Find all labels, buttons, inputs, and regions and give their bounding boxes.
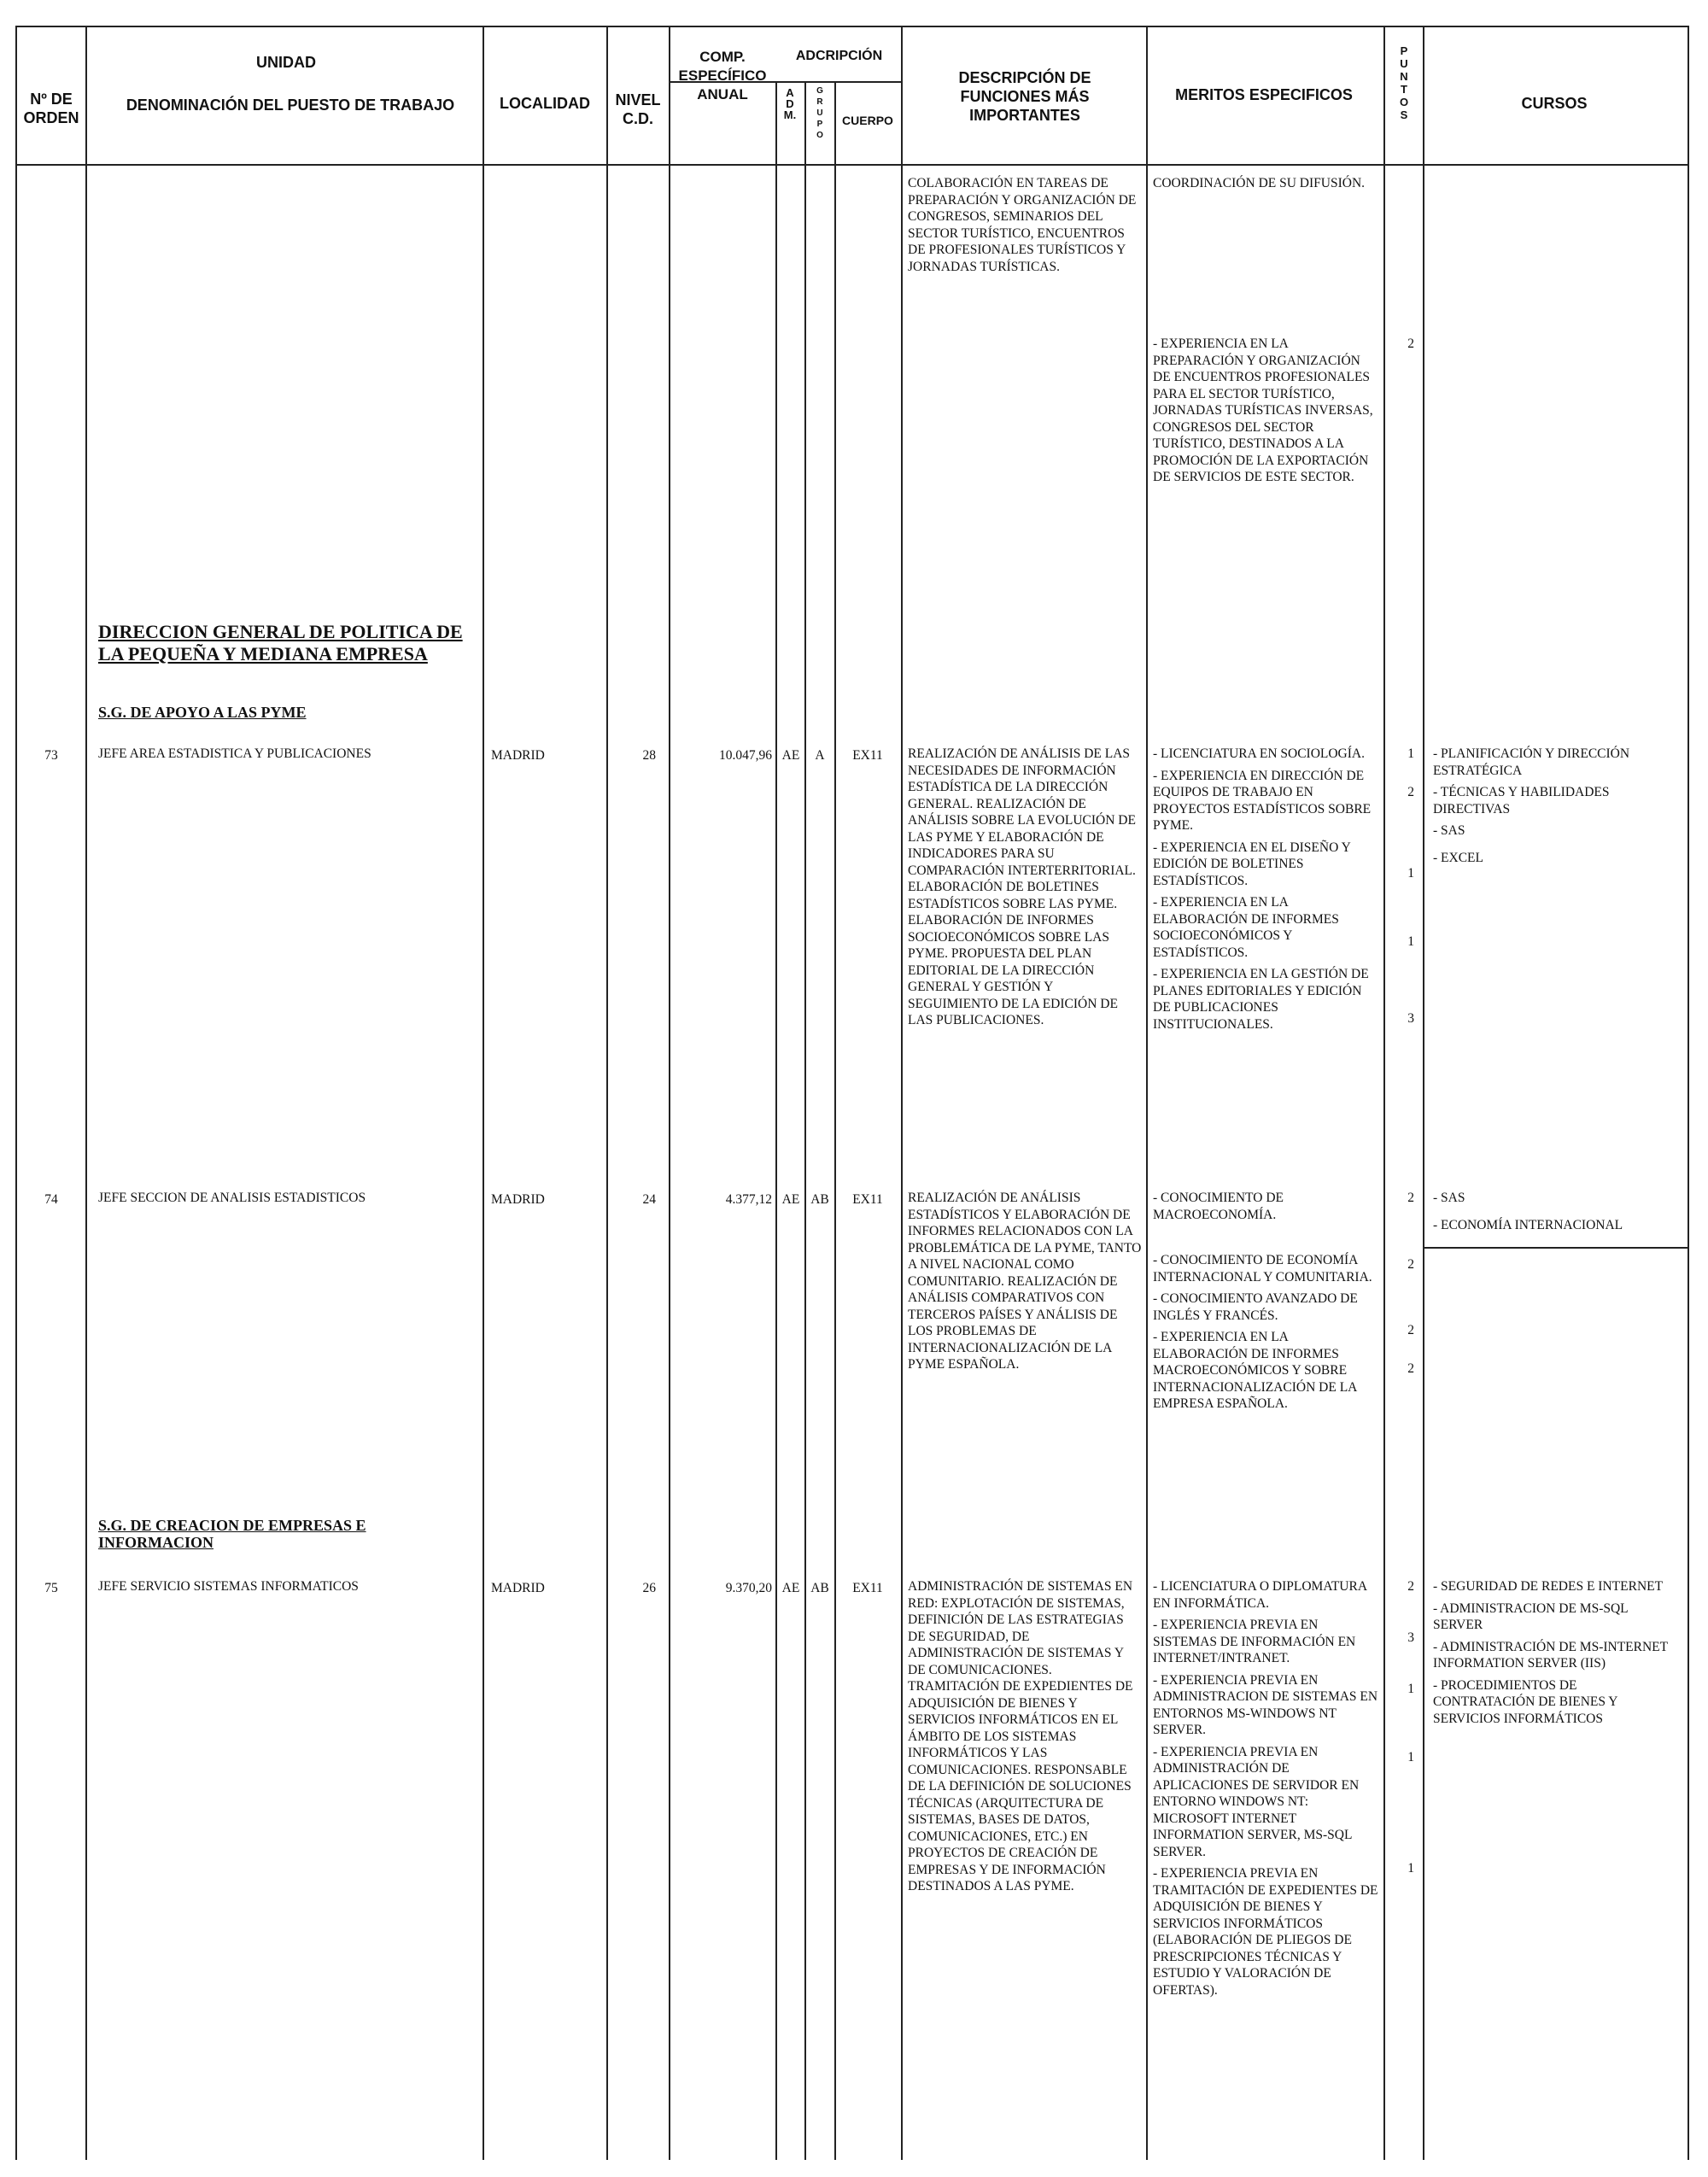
header-funciones: DESCRIPCIÓN DE FUNCIONES MÁS IMPORTANTES xyxy=(958,69,1091,124)
curso-item: - SAS xyxy=(1433,1191,1465,1205)
row-localidad: MADRID xyxy=(491,1581,545,1595)
grid-line xyxy=(15,26,17,2160)
merito-item: - EXPERIENCIA PREVIA EN SISTEMAS DE INFORMACIÓN EN INTERNET/INTRANET. xyxy=(1153,1618,1356,1665)
continuation-puntos: 2 xyxy=(1407,336,1414,351)
merito-item: - CONOCIMIENTO AVANZADO DE INGLÉS Y FRANCÉS. xyxy=(1153,1291,1358,1323)
puntos-value: 2 xyxy=(1407,1191,1414,1205)
curso-item: - TÉCNICAS Y HABILIDADES DIRECTIVAS xyxy=(1433,785,1610,816)
row-nivel: 28 xyxy=(642,748,656,763)
puntos-value: 1 xyxy=(1407,934,1414,949)
row-funciones: REALIZACIÓN DE ANÁLISIS ESTADÍSTICOS Y ELABORACIÓN DE INFORMES RELACIONADOS CON LA PROBLEMÁTICA DE LA PYME, TANTO A NIVEL NACIONAL COMO COMUNITARIO. REALIZACIÓN DE ANÁLISIS COMPARATIVOS CON TERCEROS PAÍSES Y ANÁLISIS DE LOS PROBLEMAS DE INTERNACIONALIZACIÓN DE LA PYME ESPAÑOLA. xyxy=(908,1191,1142,1372)
row-meritos xyxy=(1153,1578,1379,2004)
row-cuerpo: EX11 xyxy=(852,748,883,763)
row-comp: 4.377,12 xyxy=(725,1192,772,1207)
merito-item: - EXPERIENCIA EN LA GESTIÓN DE PLANES EDITORIALES Y EDICIÓN DE PUBLICACIONES INSTITUCIONALES. xyxy=(1153,967,1369,1032)
merito-item: - EXPERIENCIA EN LA ELABORACIÓN DE INFORMES MACROECONÓMICOS Y SOBRE INTERNACIONALIZACIÓN DE LA EMPRESA ESPAÑOLA. xyxy=(1153,1330,1357,1411)
row-comp: 9.370,20 xyxy=(725,1581,772,1595)
grid-line xyxy=(85,26,87,2160)
grid-line xyxy=(804,81,806,2160)
puntos-value: 2 xyxy=(1407,1361,1414,1376)
continuation-merito: - EXPERIENCIA EN LA PREPARACIÓN Y ORGANIZACIÓN DE ENCUENTROS PROFESIONALES PARA EL SECTOR TURÍSTICO, JORNADAS TURÍSTICAS INVERSAS, CONGRESOS DEL SECTOR TURÍSTICO, DESTINADOS A LA PROMOCIÓN DE LA EXPORTACIÓN DE SERVICIOS DE ESTE SECTOR. xyxy=(1153,336,1373,484)
header-puntos: P U N T O S xyxy=(1399,44,1409,121)
section-direccion-general: DIRECCION GENERAL DE POLITICA DE LA PEQUEÑA Y MEDIANA EMPRESA xyxy=(98,621,463,664)
row-funciones: REALIZACIÓN DE ANÁLISIS DE LAS NECESIDADES DE INFORMACIÓN ESTADÍSTICA DE LA DIRECCIÓN GENERAL. REALIZACIÓN DE ANÁLISIS SOBRE LA EVOLUCIÓN DE LAS PYME Y ELABORACIÓN DE INDICADORES PARA SU COMPARACIÓN INTERTERRITORIAL. ELABORACIÓN DE BOLETINES ESTADÍSTICOS SOBRE LAS PYME. ELABORACIÓN DE INFORMES SOCIOECONÓMICOS SOBRE LAS PYME. PROPUESTA DEL PLAN EDITORIAL DE LA DIRECCIÓN GENERAL Y GESTIÓN Y SEGUIMIENTO DE LA EDICIÓN DE LAS PUBLICACIONES. xyxy=(908,746,1136,1027)
row-adm: AE xyxy=(781,1581,800,1595)
grid-line xyxy=(775,81,777,2160)
header-localidad: LOCALIDAD xyxy=(500,95,590,112)
header-unidad: UNIDAD xyxy=(256,54,316,71)
header-cursos: CURSOS xyxy=(1521,95,1588,112)
row-puntos xyxy=(1389,1578,1414,1920)
puntos-value: 1 xyxy=(1407,1750,1414,1764)
header-adscripcion: ADCRIPCIÓN xyxy=(795,49,883,63)
row-cursos xyxy=(1433,1190,1681,1238)
merito-item: - EXPERIENCIA EN DIRECCIÓN DE EQUIPOS DE TRABAJO EN PROYECTOS ESTADÍSTICOS SOBRE PYME. xyxy=(1153,768,1372,833)
header-nivel: NIVEL C.D. xyxy=(615,91,661,127)
merito-item: - CONOCIMIENTO DE ECONOMÍA INTERNACIONAL Y COMUNITARIA. xyxy=(1153,1253,1372,1285)
section-subdireccion: S.G. DE APOYO A LAS PYME xyxy=(98,704,307,721)
merito-item: - EXPERIENCIA PREVIA EN ADMINISTRACIÓN DE APLICACIONES DE SERVIDOR EN ENTORNO WINDOWS NT: MICROSOFT INTERNET INFORMATION SERVER, MS-SQL SERVER. xyxy=(1153,1744,1360,1859)
header-grupo: G R U P O xyxy=(816,86,823,140)
grid-line xyxy=(1146,26,1148,2160)
curso-item: - SEGURIDAD DE REDES E INTERNET xyxy=(1433,1579,1664,1594)
row-orden: 73 xyxy=(44,748,58,763)
grid-line xyxy=(834,81,836,2160)
row-cursos xyxy=(1433,1578,1681,1732)
puntos-value: 2 xyxy=(1407,1257,1414,1272)
grid-line xyxy=(1423,26,1424,2160)
puntos-value: 1 xyxy=(1407,1861,1414,1876)
header-bottom-rule xyxy=(1423,164,1688,166)
row-rule xyxy=(1423,1247,1688,1249)
row-meritos xyxy=(1153,1190,1379,1418)
row-orden: 74 xyxy=(44,1192,58,1207)
section-subdireccion: S.G. DE CREACION DE EMPRESAS E INFORMACION xyxy=(98,1517,366,1551)
row-meritos xyxy=(1153,746,1379,1038)
curso-item: - PLANIFICACIÓN Y DIRECCIÓN ESTRATÉGICA xyxy=(1433,746,1630,778)
merito-item: - LICENCIATURA O DIPLOMATURA EN INFORMÁTICA. xyxy=(1153,1579,1367,1611)
grid-line xyxy=(1383,26,1385,2160)
row-puntos xyxy=(1389,1190,1414,1395)
header-cuerpo: CUERPO xyxy=(842,114,893,127)
continuation-funciones: COLABORACIÓN EN TAREAS DE PREPARACIÓN Y ORGANIZACIÓN DE CONGRESOS, SEMINARIOS DEL SECTOR TURÍSTICO, ENCUENTROS DE PROFESIONALES TURÍSTICOS Y JORNADAS TURÍSTICAS. xyxy=(908,176,1137,274)
row-adm: AE xyxy=(781,1192,800,1207)
header-top-rule xyxy=(15,26,1423,27)
row-nivel: 26 xyxy=(642,1581,656,1595)
puntos-value: 2 xyxy=(1407,785,1414,799)
row-nivel: 24 xyxy=(642,1192,656,1207)
header-adm: A D M. xyxy=(783,86,797,121)
merito-item: - EXPERIENCIA EN EL DISEÑO Y EDICIÓN DE BOLETINES ESTADÍSTICOS. xyxy=(1153,840,1351,888)
row-cuerpo: EX11 xyxy=(852,1581,883,1595)
merito-item: - CONOCIMIENTO DE MACROECONOMÍA. xyxy=(1153,1191,1284,1222)
curso-item: - ECONOMÍA INTERNACIONAL xyxy=(1433,1217,1623,1232)
merito-item: - EXPERIENCIA PREVIA EN ADMINISTRACION DE SISTEMAS EN ENTORNOS MS-WINDOWS NT SERVER. xyxy=(1153,1672,1378,1737)
row-puesto: JEFE AREA ESTADISTICA Y PUBLICACIONES xyxy=(98,746,371,761)
merito-item: - EXPERIENCIA EN LA ELABORACIÓN DE INFORMES SOCIOECONÓMICOS Y ESTADÍSTICOS. xyxy=(1153,895,1339,960)
row-orden: 75 xyxy=(44,1581,58,1595)
header-denominacion: DENOMINACIÓN DEL PUESTO DE TRABAJO xyxy=(126,97,455,114)
merito-item: - LICENCIATURA EN SOCIOLOGÍA. xyxy=(1153,746,1365,761)
grid-line xyxy=(669,26,670,2160)
puntos-value: 1 xyxy=(1407,1682,1414,1696)
puntos-value: 2 xyxy=(1407,1323,1414,1337)
row-comp: 10.047,96 xyxy=(719,748,772,763)
row-funciones: ADMINISTRACIÓN DE SISTEMAS EN RED: EXPLOTACIÓN DE SISTEMAS, DEFINICIÓN DE LAS ESTRATEGIAS DE SEGURIDAD, DE ADMINISTRACIÓN DE SISTEMAS Y DE COMUNICACIONES. TRAMITACIÓN DE EXPEDIENTES DE ADQUISICIÓN DE BIENES Y SERVICIOS INFORMÁTICOS EN EL ÁMBITO DE LOS SISTEMAS INFORMÁTICOS Y LAS COMUNICACIONES. RESPONSABLE DE LA DEFINICIÓN DE SOLUCIONES TÉCNICAS (ARQUITECTURA DE SISTEMAS, BASES DE DATOS, COMUNICACIONES, ETC.) EN PROYECTOS DE CREACIÓN DE EMPRESAS Y DE INFORMACIÓN DESTINADOS A LAS PYME. xyxy=(908,1579,1133,1893)
row-cuerpo: EX11 xyxy=(852,1192,883,1207)
puntos-value: 3 xyxy=(1407,1011,1414,1026)
row-grupo: AB xyxy=(810,1192,829,1207)
puntos-value: 1 xyxy=(1407,746,1414,761)
row-adm: AE xyxy=(781,748,800,763)
row-grupo: AB xyxy=(810,1581,829,1595)
header-orden: Nº DE ORDEN xyxy=(23,91,79,126)
curso-item: - PROCEDIMIENTOS DE CONTRATACIÓN DE BIENES Y SERVICIOS INFORMÁTICOS xyxy=(1433,1677,1617,1726)
grid-line xyxy=(901,26,903,2160)
curso-item: - ADMINISTRACION DE MS-SQL SERVER xyxy=(1433,1601,1629,1632)
row-puesto: JEFE SERVICIO SISTEMAS INFORMATICOS xyxy=(98,1579,359,1594)
grid-line xyxy=(483,26,484,2160)
header-bottom-rule xyxy=(15,164,1423,166)
continuation-merito: COORDINACIÓN DE SU DIFUSIÓN. xyxy=(1153,176,1366,190)
row-puntos xyxy=(1389,746,1414,1087)
row-grupo: A xyxy=(815,748,825,763)
curso-item: - ADMINISTRACIÓN DE MS-INTERNET INFORMATION SERVER (IIS) xyxy=(1433,1639,1668,1671)
row-cursos xyxy=(1433,746,1681,871)
puntos-value: 2 xyxy=(1407,1579,1414,1594)
header-top-rule xyxy=(1423,26,1688,27)
curso-item: - SAS xyxy=(1433,823,1465,838)
grid-line xyxy=(1688,26,1689,2160)
row-localidad: MADRID xyxy=(491,1192,545,1207)
merito-item: - EXPERIENCIA PREVIA EN TRAMITACIÓN DE EXPEDIENTES DE ADQUISICIÓN DE BIENES Y SERVICIOS INFORMÁTICOS (ELABORACIÓN DE PLIEGOS DE PRESCRIPCIONES TÉCNICAS Y ESTUDIO Y VALORACIÓN DE OFERTAS). xyxy=(1153,1866,1378,1998)
puntos-value: 3 xyxy=(1407,1630,1414,1645)
header-meritos: MERITOS ESPECIFICOS xyxy=(1175,86,1353,103)
puntos-value: 1 xyxy=(1407,866,1414,881)
header-comp: COMP. ESPECÍFICO ANUAL xyxy=(678,49,767,102)
grid-line xyxy=(606,26,608,2160)
row-localidad: MADRID xyxy=(491,748,545,763)
row-puesto: JEFE SECCION DE ANALISIS ESTADISTICOS xyxy=(98,1191,366,1205)
curso-item: - EXCEL xyxy=(1433,850,1483,865)
